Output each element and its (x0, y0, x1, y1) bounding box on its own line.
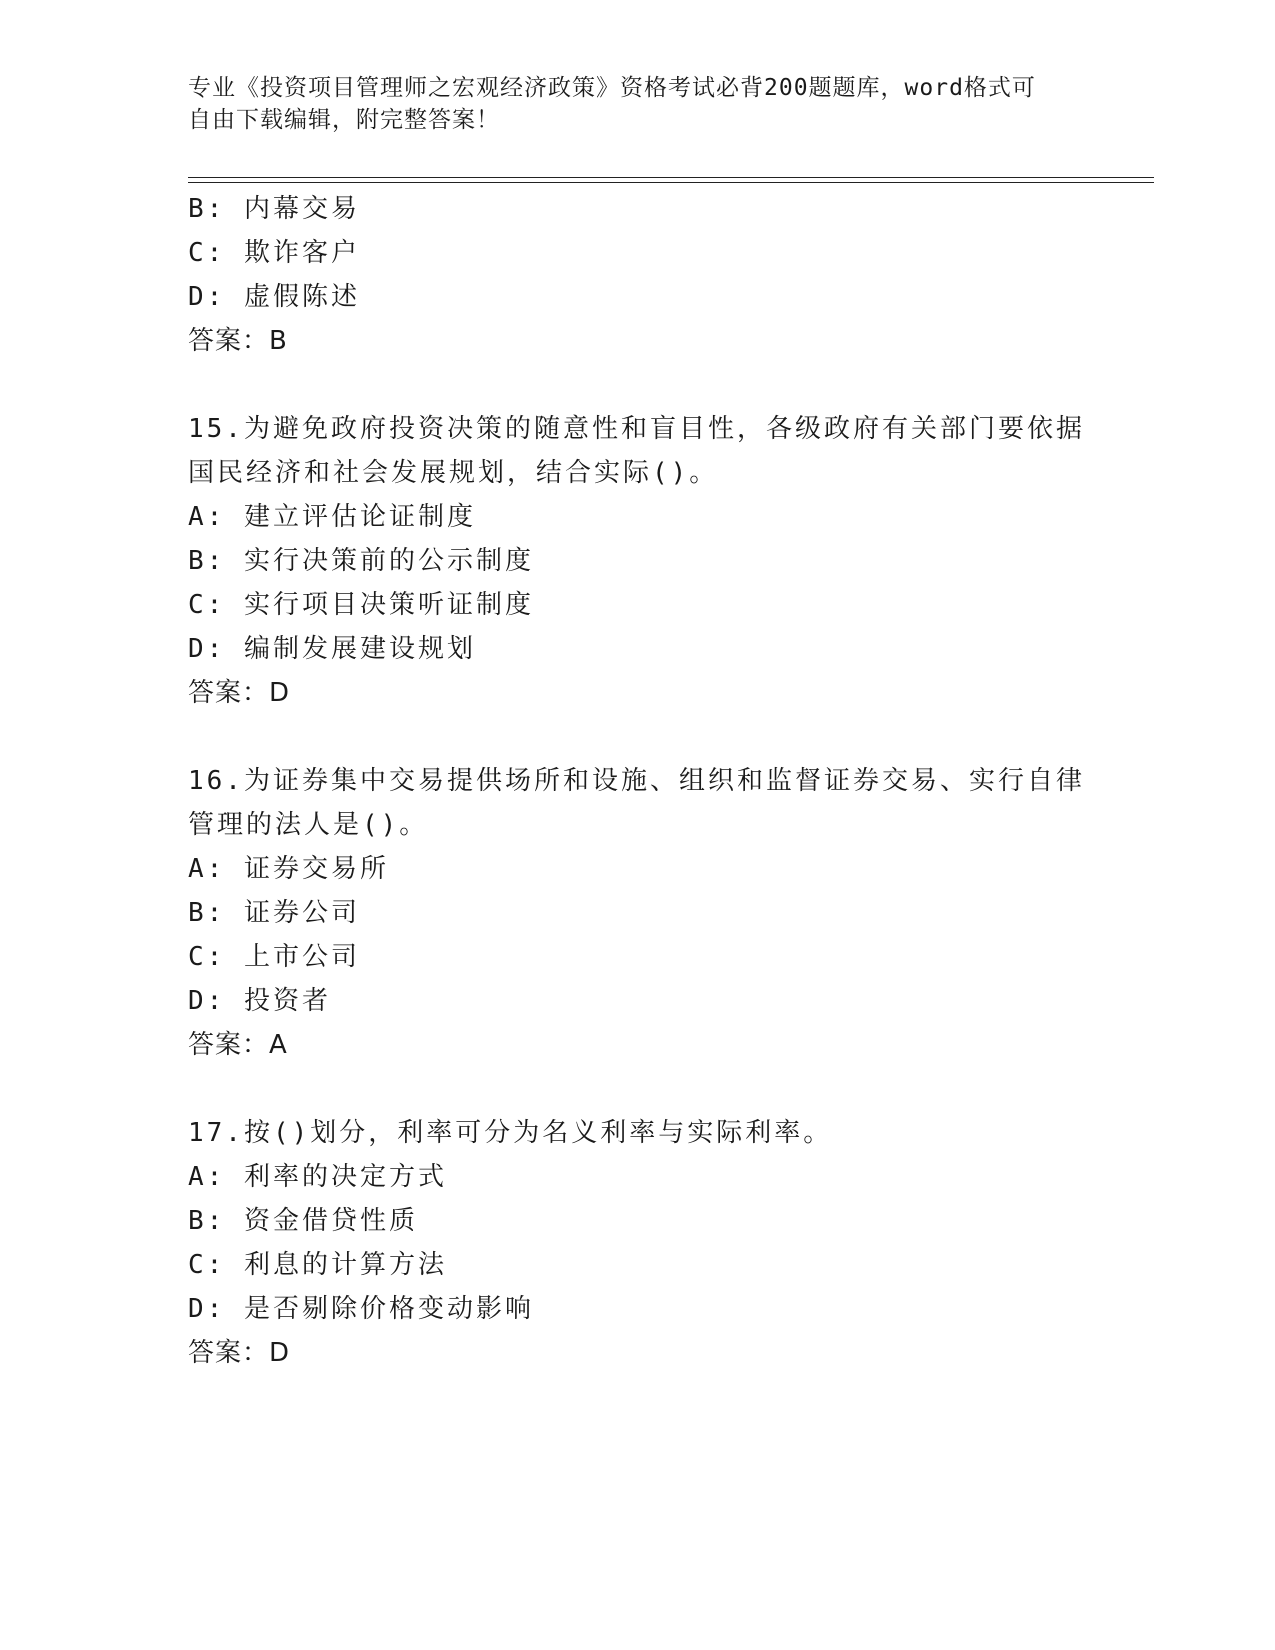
header-divider-bottom (188, 182, 1154, 183)
question-17-option-b: B: 资金借贷性质 (188, 1206, 418, 1236)
question-15-stem-1: 15.为避免政府投资决策的随意性和盲目性，各级政府有关部门要依据 (188, 414, 1085, 444)
question-17-answer: 答案：D (188, 1338, 291, 1368)
question-16-option-c: C: 上市公司 (188, 942, 360, 972)
header-line-1: 专业《投资项目管理师之宏观经济政策》资格考试必背200题题库，word格式可 (188, 75, 1036, 101)
question-15-option-c: C: 实行项目决策听证制度 (188, 590, 534, 620)
option-c: C: 欺诈客户 (188, 238, 360, 268)
question-15-option-d: D: 编制发展建设规划 (188, 634, 476, 664)
question-16-option-b: B: 证券公司 (188, 898, 360, 928)
question-16-stem-1: 16.为证券集中交易提供场所和设施、组织和监督证券交易、实行自律 (188, 766, 1085, 796)
question-16-answer: 答案：A (188, 1030, 288, 1060)
question-17-option-a: A: 利率的决定方式 (188, 1162, 447, 1192)
option-d: D: 虚假陈述 (188, 282, 360, 312)
document-header (188, 72, 1068, 136)
question-17-option-d: D: 是否剔除价格变动影响 (188, 1294, 534, 1324)
question-17-option-c: C: 利息的计算方法 (188, 1250, 447, 1280)
question-15-stem-2: 国民经济和社会发展规划，结合实际()。 (188, 458, 719, 488)
header-divider-top (188, 177, 1154, 178)
header-line-2: 自由下载编辑，附完整答案！ (188, 107, 500, 133)
question-15-option-b: B: 实行决策前的公示制度 (188, 546, 534, 576)
question-17-stem-1: 17.按()划分，利率可分为名义利率与实际利率。 (188, 1118, 833, 1148)
question-15-option-a: A: 建立评估论证制度 (188, 502, 476, 532)
question-16-option-d: D: 投资者 (188, 986, 331, 1016)
question-15-answer: 答案：D (188, 678, 291, 708)
question-16-option-a: A: 证券交易所 (188, 854, 389, 884)
answer-line: 答案：B (188, 326, 288, 356)
option-b: B: 内幕交易 (188, 194, 360, 224)
question-16-stem-2: 管理的法人是()。 (188, 810, 429, 840)
